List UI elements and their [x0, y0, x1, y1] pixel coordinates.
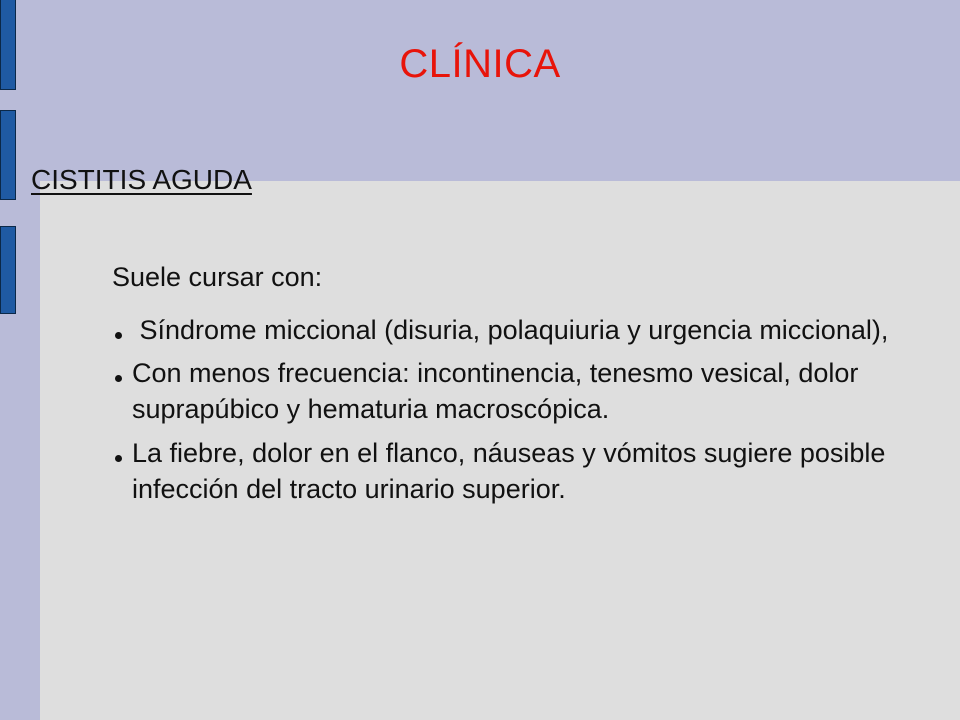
- intro-text: Suele cursar con:: [112, 262, 323, 292]
- bullet-dot-icon: [115, 455, 122, 462]
- bullet-list: [112, 312, 912, 514]
- list-item: [112, 355, 912, 427]
- accent-bar-middle: [0, 110, 16, 200]
- list-item: [112, 435, 912, 507]
- accent-bar-bottom: [0, 226, 16, 314]
- bullet-text: Con menos frecuencia: incontinencia, tenesmo vesical, dolor suprapúbico y hematuria macroscópica.: [132, 358, 859, 425]
- section-subtitle: CISTITIS AGUDA: [31, 164, 252, 195]
- bullet-text: La fiebre, dolor en el flanco, náuseas y vómitos sugiere posible infección del tracto urinario superior.: [132, 437, 886, 504]
- slide-title: CLÍNICA: [399, 42, 561, 86]
- bullet-dot-icon: [115, 375, 122, 382]
- bullet-dot-icon: [115, 332, 122, 339]
- bullet-text: Síndrome miccional (disuria, polaquiuria y urgencia miccional),: [132, 315, 889, 345]
- list-item: [112, 312, 912, 348]
